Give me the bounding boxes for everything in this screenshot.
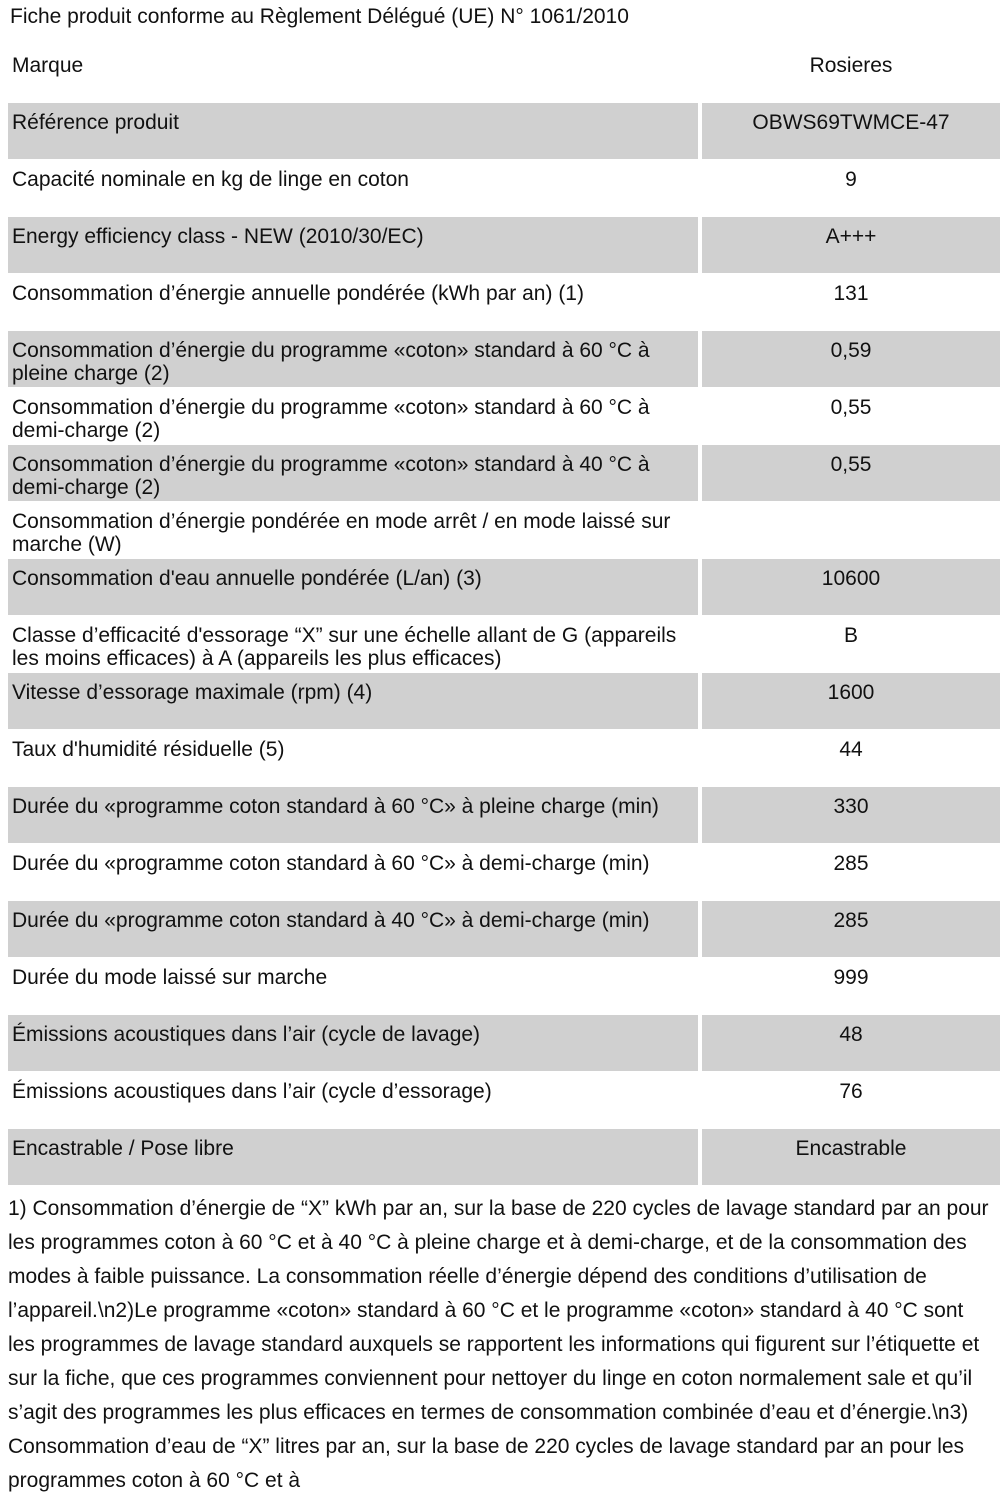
document-title: Fiche produit conforme au Règlement Délégué (UE) N° 1061/2010: [10, 5, 629, 28]
spec-label: Émissions acoustiques dans l’air (cycle de lavage): [8, 1015, 698, 1071]
spec-row-duration-40-half: [8, 901, 1000, 958]
spec-value: 285: [702, 901, 1000, 957]
spec-value: 0,55: [702, 445, 1000, 501]
spec-label: Durée du mode laissé sur marche: [12, 966, 328, 989]
spec-label: Marque: [12, 54, 84, 77]
spec-table: [8, 46, 1000, 1186]
footnotes-paragraph: 1) Consommation d’énergie de “X” kWh par an, sur la base de 220 cycles de lavage standard par an pour les programmes coton à 60 °C et à 40 °C à pleine charge et à demi-charge, et de la consommation des modes à faible puissance. La consommation réelle d’énergie dépend des conditions d’utilisation de l’appareil.\n2)Le programme «coton» standard à 60 °C et le programme «coton» standard à 40 °C sont les programmes de lavage standard auxquels se rapportent les informations qui figurent sur l’étiquette et sur la fiche, que ces programmes conviennent pour nettoyer du linge en coton normalement sale et qu’il s’agit des programmes les plus efficaces en termes de consommation combinée d’eau et d’énergie.\n3) Consommation d’eau de “X” litres par an, sur la base de 220 cycles de lavage standard par an pour les programmes coton à 60 °C et à: [8, 1197, 989, 1492]
spec-value: Rosieres: [809, 54, 893, 77]
spec-row-energy-60-full: [8, 331, 1000, 388]
spec-value: 285: [833, 852, 869, 875]
spec-label: Consommation d’énergie annuelle pondérée (kWh par an) (1): [12, 282, 584, 305]
spec-value: A+++: [702, 217, 1000, 273]
spec-row-spin-speed: [8, 673, 1000, 730]
spec-value: 330: [702, 787, 1000, 843]
spec-row-duration-60-full: [8, 787, 1000, 844]
spec-value: OBWS69TWMCE-47: [702, 103, 1000, 159]
spec-label: Vitesse d’essorage maximale (rpm) (4): [8, 673, 698, 729]
spec-row-standby-power: [8, 502, 1000, 559]
spec-row-brand: [8, 46, 1000, 103]
spec-row-water-consumption: [8, 559, 1000, 616]
spec-label: Durée du «programme coton standard à 60 °C» à demi-charge (min): [12, 852, 650, 875]
spec-value: 0,55: [830, 396, 872, 419]
spec-row-energy-class: [8, 217, 1000, 274]
spec-value: 999: [833, 966, 869, 989]
spec-label: Energy efficiency class - NEW (2010/30/EC): [8, 217, 698, 273]
spec-label: Consommation d’énergie pondérée en mode arrêt / en mode laissé sur marche (W): [12, 510, 671, 556]
spec-value: 0,59: [702, 331, 1000, 387]
spec-row-annual-energy: [8, 274, 1000, 331]
spec-row-standby-duration: [8, 958, 1000, 1015]
spec-label: Taux d'humidité résiduelle (5): [12, 738, 285, 761]
spec-label: Référence produit: [8, 103, 698, 159]
spec-value: 131: [833, 282, 869, 305]
spec-value: Encastrable: [702, 1129, 1000, 1185]
spec-row-noise-spin: [8, 1072, 1000, 1129]
spec-row-noise-wash: [8, 1015, 1000, 1072]
spec-value: 48: [702, 1015, 1000, 1071]
spec-row-energy-60-half: [8, 388, 1000, 445]
spec-row-reference: [8, 103, 1000, 160]
spec-label: Consommation d’énergie du programme «coton» standard à 60 °C à pleine charge (2): [8, 331, 698, 387]
spec-label: Capacité nominale en kg de linge en coton: [12, 168, 409, 191]
spec-label: Émissions acoustiques dans l’air (cycle d’essorage): [12, 1080, 492, 1103]
spec-label: Classe d’efficacité d'essorage “X” sur une échelle allant de G (appareils les moins efficaces) à A (appareils les plus efficaces): [12, 624, 677, 670]
spec-label: Encastrable / Pose libre: [8, 1129, 698, 1185]
spec-row-duration-60-half: [8, 844, 1000, 901]
spec-label: Durée du «programme coton standard à 60 °C» à pleine charge (min): [8, 787, 698, 843]
spec-value: 10600: [702, 559, 1000, 615]
spec-value: 44: [839, 738, 863, 761]
spec-value: [702, 502, 1000, 558]
spec-label: Consommation d’énergie du programme «coton» standard à 60 °C à demi-charge (2): [12, 396, 650, 442]
spec-label: Durée du «programme coton standard à 40 °C» à demi-charge (min): [8, 901, 698, 957]
spec-row-installation-type: [8, 1129, 1000, 1186]
spec-value: 76: [839, 1080, 863, 1103]
spec-row-residual-humidity: [8, 730, 1000, 787]
spec-label: Consommation d’énergie du programme «coton» standard à 40 °C à demi-charge (2): [8, 445, 698, 501]
spec-row-spin-class: [8, 616, 1000, 673]
spec-value: B: [843, 624, 858, 647]
spec-row-capacity: [8, 160, 1000, 217]
spec-row-energy-40-half: [8, 445, 1000, 502]
spec-label: Consommation d'eau annuelle pondérée (L/an) (3): [8, 559, 698, 615]
spec-value: 9: [845, 168, 857, 191]
spec-value: 1600: [702, 673, 1000, 729]
